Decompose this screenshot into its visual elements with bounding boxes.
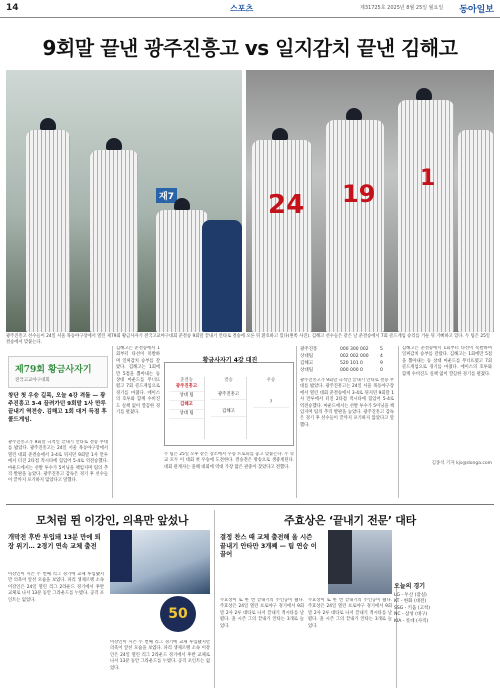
bracket-team: 광주진흥고 [169,383,204,392]
article-column: 광주진흥고가 9회말 극적인 끝내기 안타로 결승 무대를 밟았다. 광주진흥고는 24일 서울 목동야구장에서 열린 대회 준결승에서 3-4로 뒤지던 9회말 1사 만루에서 터진 2타점 적시타에 힘입어 5-4로 역전승했다. 마운드에서는 선발 투수가 5이닝을 책임지며 팀의 추격 발판을 놓았다. 광주진흥고 감독은 경기 후 선수들이 끝까지 포기하지 않았다고 말했다. [300,378,394,428]
article-column: 김해고는 준결승에서 1회부터 타선이 폭발하며 일찌감치 승부를 갈랐다. 김해고는 1회에만 5점을 뽑아내는 등 상대 마운드를 무너뜨렸고 7회 콜드게임으로 경기를 마쳤다. 에이스의 호투와 함께 수비진도 실책 없이 깔끔한 경기를 펼쳤다. [116,346,160,416]
bracket-box [164,357,294,446]
bracket-round-label: 우승 [266,378,276,383]
player-figure [110,530,132,582]
bracket-round [211,377,247,439]
sponsor-box [8,356,108,388]
game-schedule-row: KIA - 롯데 (사직) [394,618,429,624]
score-team: 광주진흥 [300,347,318,352]
helmet-icon [416,88,432,100]
photo-strip [6,70,494,332]
author-byline: 김종석 기자 kjs@donga.com [431,461,492,466]
issue-meta: 제31725호 2025년 8월 25일 월요일 [360,5,444,11]
side-headline: 창단 첫 우승 길목, 오늘 4강 격돌 — 광주진흥고 3-4 끌려가던 9회말 1사 만루 끝내기 역전승. 김해고 1회 대거 득점 후 콜드게임. [8,393,107,423]
score-team: 상대팀 [300,354,314,359]
game-schedule-row: SSG - 키움 (고척) [394,605,431,611]
bracket-title: 황금사자기 4강 대진 [202,357,258,364]
jersey-number: 19 [342,180,376,208]
main-headline: 9회말 끝낸 광주진흥고 vs 일지감치 끝낸 김해고 [42,36,458,60]
photo-caption: 광주진흥고 선수들이 24일 서울 목동야구장에서 열린 제79회 황금사자기 전국고교야구대회 준결승 9회말 끝내기 안타로 결승에 오른 뒤 환호하고 있다(왼쪽 사진). 김해고 선수들은 같은 날 준결승에서 7회 콜드게임 승리를 거둔 뒤 기뻐하고 있다. 두 팀은 25일 결승에서 맞붙는다. [6,334,490,345]
game-schedule-box [394,584,494,625]
bottom-left-headline: 모처럼 뛴 이강인, 의욕만 앞섰나 [36,514,189,527]
player-figure [326,120,384,332]
game-schedule-row: LG - 두산 (잠실) [394,592,427,598]
stadium-banner: 재7 [156,188,177,203]
bracket-round [253,377,289,439]
section-divider [6,504,494,505]
bracket-team: 상대 팀 [169,410,204,419]
batter-photo [328,530,392,594]
bracket-round-label: 결승 [224,378,233,383]
bracket-team: 김해고 [211,408,246,417]
soccer-photo [110,530,210,594]
sponsor-subtitle: 전국고교야구대회 [15,378,50,383]
sponsor-logo: 제79회 황금사자기 [15,365,92,375]
score-total: 9 [380,361,383,366]
player-figure [252,140,312,332]
score-line: 000 000 0 [340,368,363,373]
score-line: 000 300 002 [340,347,369,352]
score-team: 상대팀 [300,368,314,373]
column-divider [398,346,399,498]
score-total: 4 [380,354,383,359]
anniversary-badge: 50 [160,596,196,632]
bracket-team: 광주진흥고 [211,391,246,400]
score-team: 김해고 [300,361,314,366]
bottom-right-subhead: 결정 찬스 때 교체 출전해 올 시즌 끝내기 안타만 3개째 — 팀 연승 이끌어 [220,534,317,558]
score-total: 5 [380,347,383,352]
game-schedule-row: NC - 삼성 (대구) [394,612,428,617]
bottom-left-subhead: 개막전 후반 투입돼 13분 만에 퇴장 위기… 2경기 연속 교체 출전 [8,534,101,550]
column-divider [112,346,113,498]
score-line: 520 101 0 [340,361,363,366]
bracket-team: 상대 팀 [169,392,204,401]
bracket-round-label: 준결승 [180,378,193,383]
jersey-number: 24 [268,190,305,220]
player-figure [458,130,494,332]
helmet-icon [174,198,190,210]
article-column: 광주진흥고가 9회말 극적인 끝내기 안타로 결승 무대를 밟았다. 광주진흥고는 24일 서울 목동야구장에서 열린 대회 준결승에서 3-4로 뒤지던 9회말 1사 만루에서 터진 2타점 적시타에 힘입어 5-4로 역전승했다. 마운드에서는 선발 투수가 5이닝을 책임지며 팀의 추격 발판을 놓았다. 광주진흥고 감독은 경기 후 선수들이 끝까지 포기하지 않았다고 말했다. [8,440,108,484]
player-figure [398,100,454,332]
helmet-icon [106,138,122,150]
column-divider [296,346,297,498]
bottom-left-body: 이강인이 시즌 두 번째 리그 경기에 교체 투입됐지만 의욕이 앞선 모습을 보였다. 파리 생제르맹 소속 이강인은 24일 열린 리그 2라운드 경기에서 후반 교체로 나서 13분 동안 그라운드를 누볐다. 공격 포인트는 없었다. [8,572,104,603]
player-figure [328,530,352,584]
score-line: 002 002 000 [340,354,369,359]
score-total: 0 [380,368,383,373]
page-masthead [0,0,500,18]
photo-right-celebration [246,70,494,332]
bracket-team: 김해고 [169,401,204,410]
article-column: 김해고는 준결승에서 1회부터 타선이 폭발하며 일찌감치 승부를 갈랐다. 김해고는 1회에만 5점을 뽑아내는 등 상대 마운드를 무너뜨렸고 7회 콜드게임으로 경기를 마쳤다. 에이스의 호투와 함께 수비진도 실책 없이 깔끔한 경기를 펼쳤다. [402,346,492,377]
paper-name: 동아일보 [459,5,494,15]
bracket-team: ? [253,399,289,408]
article-column: 두 팀은 25일 오후 같은 장소에서 우승 트로피를 놓고 맞붙는다. 두 학교 모두 이 대회 첫 우승에 도전한다. 결승전은 방송으로 생중계된다. 대회 관계자는 올해 대회에 역대 가장 많은 관중이 찾았다고 전했다. [164,452,294,470]
bottom-right-body: 주효상이 또 한 번 끝내기의 주인공이 됐다. 주효상은 24일 열린 프로야구 경기에서 9회말 2사 2루 대타로 나서 끝내기 적시타를 날렸다. 올 시즌 그의 끝내기 안타는 3개로 늘었다. [220,598,304,629]
column-divider [214,510,215,688]
photo-left-celebration [6,70,242,332]
bottom-right-body: 주효상이 또 한 번 끝내기의 주인공이 됐다. 주효상은 24일 열린 프로야구 경기에서 9회말 2사 2루 대타로 나서 끝내기 적시타를 날렸다. 올 시즌 그의 끝내기 안타는 3개로 늘었다. [308,598,392,629]
player-figure [90,150,138,332]
jersey-number: 1 [420,166,436,191]
game-schedule-title: 오늘의 경기 [394,583,426,590]
player-figure [156,210,208,332]
helmet-icon [40,118,56,130]
bracket-round [169,377,205,439]
page-number: 14 [6,3,19,13]
helmet-icon [346,108,362,120]
player-figure [202,220,242,332]
player-figure [26,130,70,332]
section-label: 스포츠 [230,4,254,13]
game-schedule-row: KT - 한화 (대전) [394,599,427,604]
bottom-right-headline: 주효상은 ‘끝내기 전문’ 대타 [284,514,416,527]
bottom-left-body: 이강인이 시즌 두 번째 리그 경기에 교체 투입됐지만 의욕이 앞선 모습을 보였다. 파리 생제르맹 소속 이강인은 24일 열린 리그 2라운드 경기에서 후반 교체로 나서 13분 동안 그라운드를 누볐다. 공격 포인트는 없었다. [110,640,210,671]
helmet-icon [272,128,288,140]
